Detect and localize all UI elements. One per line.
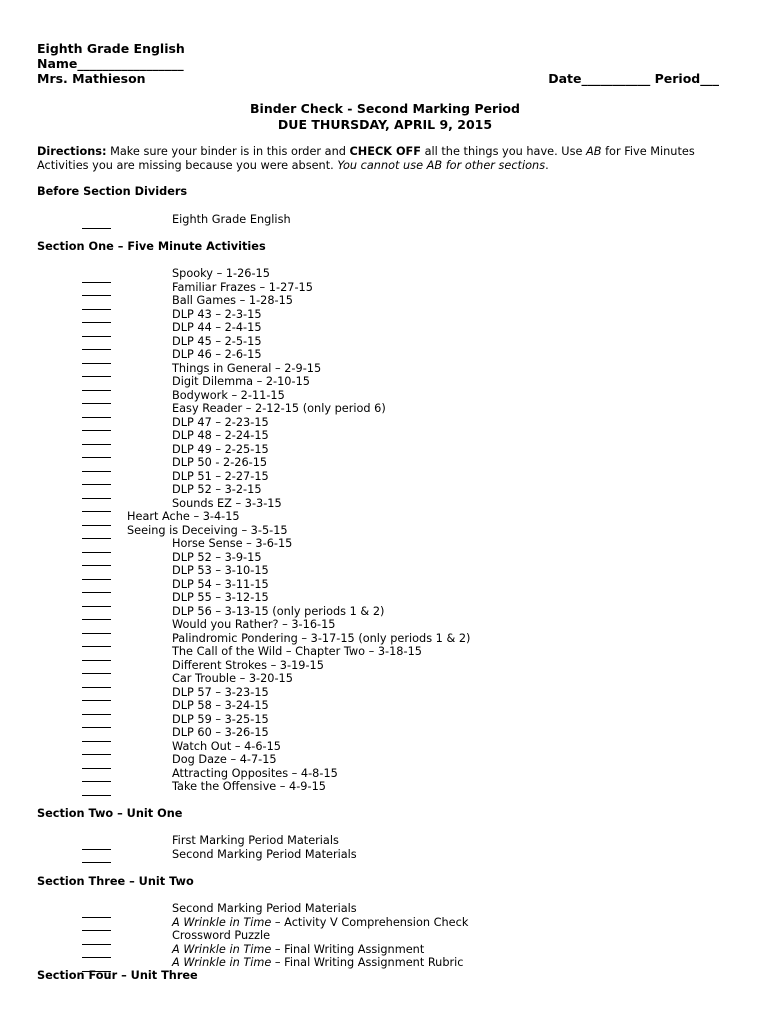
item-label: DLP 50 - 2-26-15: [172, 456, 268, 469]
section-two-title: Section Two – Unit One: [37, 807, 183, 820]
item-label: DLP 60 – 3-26-15: [172, 726, 269, 739]
item-label: The Call of the Wild – Chapter Two – 3-18-15: [172, 645, 422, 658]
check-blank[interactable]: [82, 362, 111, 376]
name-line: Name_________________: [37, 56, 184, 71]
item-label: DLP 56 – 3-13-15 (only periods 1 & 2): [172, 604, 385, 618]
page-title: Binder Check - Second Marking Period: [250, 101, 520, 116]
item-label: DLP 53 – 3-10-15: [172, 564, 269, 577]
item-label: Sounds EZ – 3-3-15: [172, 496, 282, 510]
check-blank[interactable]: [82, 605, 111, 619]
check-blank[interactable]: [82, 767, 111, 781]
directions-note: You cannot use AB for other sections: [337, 159, 546, 172]
course-title: Eighth Grade English: [37, 41, 185, 56]
check-blank[interactable]: [82, 699, 111, 713]
check-blank[interactable]: [82, 321, 111, 335]
item-label: Horse Sense – 3-6-15: [172, 537, 293, 550]
check-blank[interactable]: [82, 308, 111, 322]
check-blank[interactable]: [82, 551, 111, 565]
item-label: DLP 57 – 3-23-15: [172, 685, 269, 699]
check-blank[interactable]: [82, 267, 111, 281]
item-label: Spooky – 1-26-15: [172, 267, 270, 280]
check-blank[interactable]: [82, 294, 111, 308]
item-label: Watch Out – 4-6-15: [172, 739, 281, 753]
check-blank[interactable]: [82, 659, 111, 673]
directions-end: .: [545, 159, 549, 172]
check-blank[interactable]: [82, 348, 111, 362]
item-label: DLP 48 – 2-24-15: [172, 429, 269, 442]
section-four-title: Section Four – Unit Three: [37, 969, 198, 982]
item-label: Second Marking Period Materials: [172, 847, 357, 861]
item-label: Digit Dilemma – 2-10-15: [172, 375, 310, 388]
check-blank[interactable]: [82, 632, 111, 646]
item-label: Familiar Frazes – 1-27-15: [172, 280, 313, 294]
directions-text: for Five Minutes Activities you are missing because you were absent.: [37, 145, 695, 172]
item-label: [172, 902, 357, 916]
check-blank[interactable]: [82, 470, 111, 484]
check-blank[interactable]: [82, 510, 111, 524]
check-blank[interactable]: [82, 591, 111, 605]
item-label: DLP 51 – 2-27-15: [172, 469, 269, 483]
item-label: DLP 49 – 2-25-15: [172, 442, 269, 456]
check-blank[interactable]: [82, 672, 111, 686]
item-label: DLP 52 – 3-9-15: [172, 550, 262, 564]
item-label: DLP 59 – 3-25-15: [172, 712, 269, 726]
check-blank[interactable]: [82, 848, 111, 862]
check-blank[interactable]: [82, 929, 111, 943]
item-label: DLP 55 – 3-12-15: [172, 591, 269, 604]
item-title-italic: A Wrinkle in Time: [172, 915, 272, 929]
directions-text: all the things you have. Use: [421, 145, 586, 158]
item-text: – Final Writing Assignment Rubric: [271, 956, 464, 969]
check-blank[interactable]: [82, 902, 111, 916]
directions-ab: AB: [586, 145, 602, 158]
check-blank[interactable]: [82, 375, 111, 389]
section-before-title: Before Section Dividers: [37, 185, 188, 198]
check-blank[interactable]: [82, 713, 111, 727]
item-label: DLP 43 – 2-3-15: [172, 307, 262, 321]
check-blank[interactable]: [82, 402, 111, 416]
check-blank[interactable]: [82, 834, 111, 848]
item-label: Different Strokes – 3-19-15: [172, 658, 324, 672]
check-blank[interactable]: [82, 753, 111, 767]
directions-text: Make sure your binder is in this order and: [106, 145, 350, 158]
item-text: – Activity V Comprehension Check: [271, 915, 469, 929]
item-label: DLP 54 – 3-11-15: [172, 577, 269, 591]
item-label: [172, 943, 424, 957]
item-label: Dog Daze – 4-7-15: [172, 753, 277, 766]
check-blank[interactable]: [82, 916, 111, 930]
item-label: Bodywork – 2-11-15: [172, 388, 285, 402]
item-text: Second Marking Period Materials: [172, 902, 357, 915]
check-blank[interactable]: [82, 645, 111, 659]
check-blank[interactable]: [82, 686, 111, 700]
check-blank[interactable]: [82, 483, 111, 497]
item-label: Car Trouble – 3-20-15: [172, 672, 293, 685]
check-blank[interactable]: [82, 213, 111, 227]
date-period-line: Date___________ Period___: [548, 71, 719, 86]
check-blank[interactable]: [82, 497, 111, 511]
check-blank[interactable]: [82, 564, 111, 578]
item-label: [172, 916, 468, 930]
item-label: DLP 44 – 2-4-15: [172, 321, 262, 334]
item-label: DLP 58 – 3-24-15: [172, 699, 269, 712]
check-blank[interactable]: [82, 281, 111, 295]
check-blank[interactable]: [82, 443, 111, 457]
check-blank[interactable]: [82, 456, 111, 470]
item-label: Ball Games – 1-28-15: [172, 294, 293, 307]
check-blank[interactable]: [82, 780, 111, 794]
item-label: First Marking Period Materials: [172, 834, 339, 847]
check-blank[interactable]: [82, 618, 111, 632]
check-blank[interactable]: [82, 726, 111, 740]
item-label: Eighth Grade English: [172, 213, 291, 226]
item-label: [172, 929, 270, 943]
check-blank[interactable]: [82, 335, 111, 349]
item-label: DLP 47 – 2-23-15: [172, 415, 269, 429]
directions: [37, 145, 737, 173]
item-text: – Final Writing Assignment: [271, 942, 425, 956]
item-label: DLP 45 – 2-5-15: [172, 334, 262, 348]
teacher-name: Mrs. Mathieson: [37, 71, 146, 86]
directions-label: Directions:: [37, 145, 107, 158]
due-date: DUE THURSDAY, APRIL 9, 2015: [277, 117, 493, 132]
item-label: Palindromic Pondering – 3-17-15 (only periods 1 & 2): [172, 631, 471, 645]
item-label: Take the Offensive – 4-9-15: [172, 780, 326, 793]
section-one-title: Section One – Five Minute Activities: [37, 240, 266, 253]
item-label: Easy Reader – 2-12-15 (only period 6): [172, 402, 386, 415]
item-label: Heart Ache – 3-4-15: [127, 510, 240, 523]
item-title-italic: A Wrinkle in Time: [172, 942, 272, 956]
check-blank[interactable]: [82, 389, 111, 403]
check-blank[interactable]: [82, 943, 111, 957]
item-label: DLP 52 – 3-2-15: [172, 483, 262, 496]
item-title-italic: A Wrinkle in Time: [172, 956, 272, 969]
item-label: [172, 956, 464, 970]
check-blank[interactable]: [82, 416, 111, 430]
directions-check-off: CHECK OFF: [349, 145, 421, 158]
check-blank[interactable]: [82, 537, 111, 551]
check-blank[interactable]: [82, 429, 111, 443]
section-three-title: Section Three – Unit Two: [37, 875, 194, 888]
item-text: Crossword Puzzle: [172, 929, 271, 942]
item-label: Seeing is Deceiving – 3-5-15: [127, 523, 288, 537]
check-blank[interactable]: [82, 524, 111, 538]
check-blank[interactable]: [82, 578, 111, 592]
item-label: DLP 46 – 2-6-15: [172, 348, 262, 361]
check-blank[interactable]: [82, 740, 111, 754]
item-label: Attracting Opposites – 4-8-15: [172, 766, 338, 780]
item-label: Things in General – 2-9-15: [172, 361, 322, 375]
item-label: Would you Rather? – 3-16-15: [172, 618, 336, 631]
check-blank[interactable]: [82, 956, 111, 970]
